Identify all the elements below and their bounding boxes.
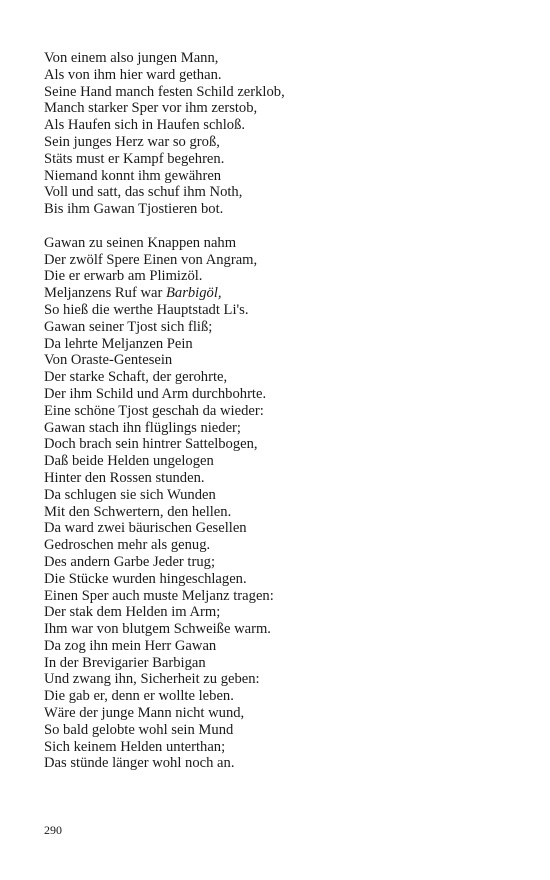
verse-line: Gedroschen mehr als genug.	[44, 537, 211, 554]
verse-line: Gawan stach ihn flüglings nieder;	[44, 419, 241, 436]
verse-line: Der ihm Schild und Arm durchbohrte.	[44, 385, 267, 402]
verse-line: Stäts must er Kampf begehren.	[44, 150, 225, 167]
verse-line: Als von ihm hier ward gethan.	[44, 66, 222, 83]
verse-line: Gawan seiner Tjost sich fliß;	[44, 318, 213, 335]
verse-line: Hinter den Rossen stunden.	[44, 469, 205, 486]
stanza	[44, 235, 524, 773]
verse-line: Die gab er, denn er wollte leben.	[44, 688, 234, 705]
verse-line: Ihm war von blutgem Schweiße warm.	[44, 621, 271, 638]
verse-line: Der stak dem Helden im Arm;	[44, 604, 221, 621]
verse-line: Einen Sper auch muste Meljanz tragen:	[44, 587, 274, 604]
page-number: 290	[44, 823, 62, 837]
verse-line	[44, 285, 524, 302]
verse-line: Bis ihm Gawan Tjostieren bot.	[44, 201, 224, 218]
verse-line-text: Meljanzens Ruf war	[44, 285, 166, 302]
verse-line: Sich keinem Helden unterthan;	[44, 738, 226, 755]
verse-line: Von Oraste-Gentesein	[44, 352, 173, 369]
verse-line: Und zwang ihn, Sicherheit zu geben:	[44, 671, 260, 688]
verse-line: Die Stücke wurden hingeschlagen.	[44, 570, 247, 587]
verse-line: Doch brach sein hintrer Sattelbogen,	[44, 436, 258, 453]
verse-line: Da schlugen sie sich Wunden	[44, 486, 216, 503]
verse-line: Von einem also jungen Mann,	[44, 50, 219, 66]
verse-line: Wäre der junge Mann nicht wund,	[44, 705, 245, 722]
verse-line: Da zog ihn mein Herr Gawan	[44, 637, 217, 654]
verse-line: Mit den Schwertern, den hellen.	[44, 503, 232, 520]
stanza	[44, 50, 524, 218]
verse-line: Des andern Garbe Jeder trug;	[44, 553, 215, 570]
verse-line: Manch starker Sper vor ihm zerstob,	[44, 100, 258, 117]
verse-line: So hieß die werthe Hauptstadt Li's.	[44, 301, 249, 318]
verse-line: Eine schöne Tjost geschah da wieder:	[44, 402, 264, 419]
verse-line: Da ward zwei bäurischen Gesellen	[44, 520, 247, 537]
verse-line: Der starke Schaft, der gerohrte,	[44, 369, 228, 386]
verse-line-italic: Barbigöl,	[165, 285, 222, 302]
poem-text	[44, 50, 524, 772]
verse-line: Sein junges Herz war so groß,	[44, 133, 220, 150]
verse-line: Da lehrte Meljanzen Pein	[44, 335, 193, 352]
verse-line: In der Brevigarier Barbigan	[44, 654, 206, 671]
verse-line: Die er erwarb am Plimizöl.	[44, 268, 203, 285]
verse-line: Seine Hand manch festen Schild zerklob,	[44, 83, 285, 100]
verse-line: Das stünde länger wohl noch an.	[44, 755, 235, 772]
verse-line: Voll und satt, das schuf ihm Noth,	[44, 184, 243, 201]
verse-line: Niemand konnt ihm gewähren	[44, 167, 222, 184]
verse-line: So bald gelobte wohl sein Mund	[44, 721, 234, 738]
verse-line: Der zwölf Spere Einen von Angram,	[44, 251, 258, 268]
verse-line: Daß beide Helden ungelogen	[44, 453, 214, 470]
verse-line: Gawan zu seinen Knappen nahm	[44, 234, 237, 251]
verse-line: Als Haufen sich in Haufen schloß.	[44, 117, 246, 134]
